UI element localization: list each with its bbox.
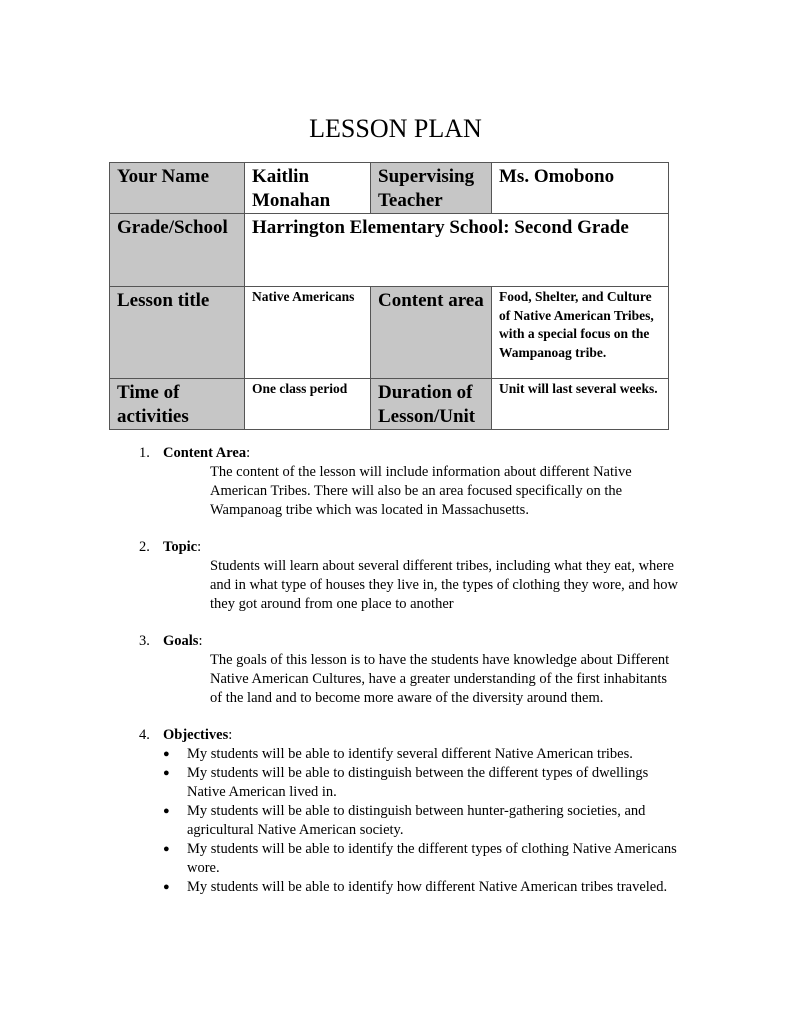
section-body: Students will learn about several different tribes, including what they eat, where and in what type of houses they live in, the types of clothing they wore, and how they got around from one place to another	[210, 558, 678, 612]
section-label: Objectives	[163, 727, 229, 743]
list-item	[163, 745, 679, 764]
section-heading	[139, 726, 679, 745]
goals-section	[139, 632, 679, 708]
objective-text: My students will be able to identify several different Native American tribes.	[187, 746, 633, 762]
section-number: 1.	[139, 445, 150, 461]
objective-text: My students will be able to identify the different types of clothing Native Americans wore.	[187, 841, 677, 876]
section-body: The goals of this lesson is to have the students have knowledge about Different Native American Cultures, have a greater understanding of the first inhabitants of the land and to become more aware of the diversity around them.	[210, 652, 670, 706]
content-area-value-cell: Food, Shelter, and Culture of Native American Tribes, with a special focus on the Wampanoag tribe.	[492, 287, 669, 379]
objectives-list	[139, 745, 679, 897]
table-row	[110, 287, 669, 379]
section-label: Content Area	[163, 445, 247, 461]
table-row	[110, 379, 669, 430]
lesson-title-label-cell: Lesson title	[110, 287, 245, 379]
name-value-cell: Kaitlin Monahan	[245, 163, 371, 214]
topic-section	[139, 538, 679, 614]
bullet-icon: ●	[163, 805, 170, 817]
section-heading	[139, 538, 679, 557]
list-item	[163, 764, 679, 802]
section-heading	[139, 444, 679, 463]
grade-school-label-cell: Grade/School	[110, 214, 245, 287]
bullet-icon: ●	[163, 843, 170, 855]
bullet-icon: ●	[163, 767, 170, 779]
time-of-activities-label-cell: Time of activities	[110, 379, 245, 430]
section-number: 2.	[139, 539, 150, 555]
section-colon: :	[246, 445, 251, 461]
content-area-label-cell: Content area	[371, 287, 492, 379]
objective-text: My students will be able to identify how different Native American tribes traveled.	[187, 879, 668, 895]
section-label: Topic	[163, 539, 198, 555]
content-area-section	[139, 444, 679, 520]
list-item	[163, 878, 679, 897]
list-item	[163, 802, 679, 840]
section-number: 3.	[139, 633, 150, 649]
section-colon: :	[228, 727, 233, 743]
grade-school-value-cell: Harrington Elementary School: Second Grade	[245, 214, 669, 287]
section-colon: :	[197, 539, 202, 555]
supervising-teacher-value-cell: Ms. Omobono	[492, 163, 669, 214]
page-title: LESSON PLAN	[309, 114, 482, 143]
objective-text: My students will be able to distinguish between the different types of dwellings Native American lived in.	[187, 765, 649, 800]
section-colon: :	[198, 633, 203, 649]
section-label: Goals	[163, 633, 199, 649]
supervising-teacher-label-cell: Supervising Teacher	[371, 163, 492, 214]
section-body: The content of the lesson will include information about different Native American Tribes. There will also be an area focused specifically on the Wampanoag tribe which was located in Massachusetts.	[210, 464, 632, 518]
duration-value-cell: Unit will last several weeks.	[492, 379, 669, 430]
bullet-icon: ●	[163, 748, 170, 760]
name-label-cell: Your Name	[110, 163, 245, 214]
lesson-sections	[139, 444, 679, 915]
table-row	[110, 214, 669, 287]
section-heading	[139, 632, 679, 651]
table-row	[110, 163, 669, 214]
bullet-icon: ●	[163, 881, 170, 893]
objective-text: My students will be able to distinguish between hunter-gathering societies, and agricultural Native American society.	[187, 803, 646, 838]
duration-label-cell: Duration of Lesson/Unit	[371, 379, 492, 430]
list-item	[163, 840, 679, 878]
section-number: 4.	[139, 727, 150, 743]
lesson-info-table	[109, 162, 669, 430]
objectives-section	[139, 726, 679, 897]
time-of-activities-value-cell: One class period	[245, 379, 371, 430]
lesson-title-value-cell: Native Americans	[245, 287, 371, 379]
